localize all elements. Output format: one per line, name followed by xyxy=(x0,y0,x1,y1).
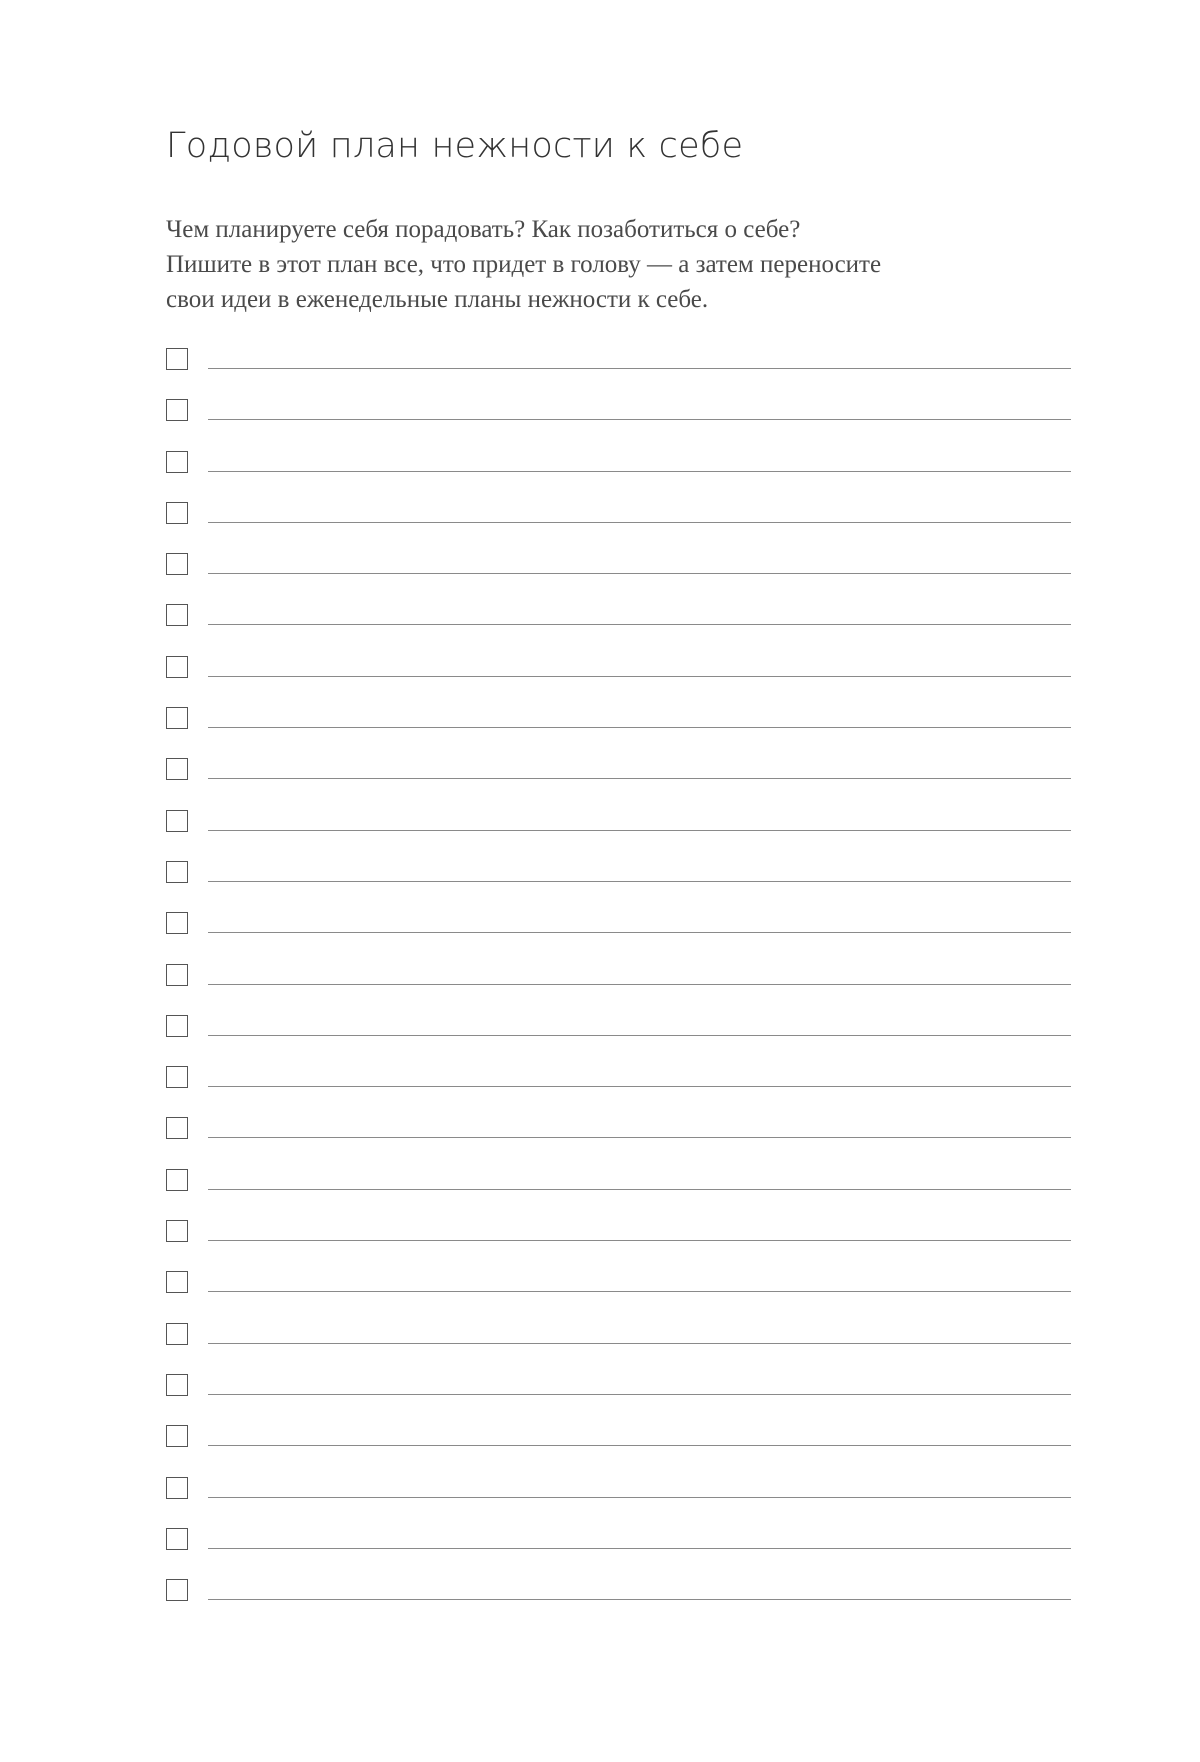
checklist-row xyxy=(166,399,1071,450)
checklist-row xyxy=(166,1117,1071,1168)
checkbox[interactable] xyxy=(166,758,188,780)
checklist-row xyxy=(166,656,1071,707)
checkbox[interactable] xyxy=(166,604,188,626)
checklist-row xyxy=(166,1015,1071,1066)
checkbox[interactable] xyxy=(166,1579,188,1601)
intro-line: Пишите в этот план все, что придет в голову — а затем переносите xyxy=(166,251,882,278)
writing-line[interactable] xyxy=(208,1497,1071,1498)
intro-line: свои идеи в еженедельные планы нежности к себе. xyxy=(166,286,709,313)
writing-line[interactable] xyxy=(208,471,1071,472)
checklist-row xyxy=(166,1425,1071,1476)
checklist-row xyxy=(166,1323,1071,1374)
checklist-row xyxy=(166,1528,1071,1579)
writing-line[interactable] xyxy=(208,881,1071,882)
writing-line[interactable] xyxy=(208,1599,1071,1600)
checkbox[interactable] xyxy=(166,1528,188,1550)
checklist-row xyxy=(166,810,1071,861)
checklist-row xyxy=(166,502,1071,553)
checkbox[interactable] xyxy=(166,553,188,575)
writing-line[interactable] xyxy=(208,1137,1071,1138)
checkbox[interactable] xyxy=(166,1015,188,1037)
checkbox[interactable] xyxy=(166,1117,188,1139)
writing-line[interactable] xyxy=(208,522,1071,523)
checklist-row xyxy=(166,604,1071,655)
checkbox[interactable] xyxy=(166,1477,188,1499)
checkbox[interactable] xyxy=(166,1374,188,1396)
checkbox[interactable] xyxy=(166,348,188,370)
checkbox[interactable] xyxy=(166,1425,188,1447)
checkbox[interactable] xyxy=(166,1169,188,1191)
writing-line[interactable] xyxy=(208,984,1071,985)
checklist-row xyxy=(166,1220,1071,1271)
checklist-row xyxy=(166,861,1071,912)
writing-line[interactable] xyxy=(208,1548,1071,1549)
writing-line[interactable] xyxy=(208,1240,1071,1241)
checklist-row xyxy=(166,1477,1071,1528)
checklist-row xyxy=(166,758,1071,809)
checklist-row xyxy=(166,1066,1071,1117)
checklist-row xyxy=(166,912,1071,963)
writing-line[interactable] xyxy=(208,1291,1071,1292)
checkbox[interactable] xyxy=(166,656,188,678)
writing-line[interactable] xyxy=(208,1086,1071,1087)
checkbox[interactable] xyxy=(166,1066,188,1088)
checkbox[interactable] xyxy=(166,810,188,832)
page-title: Годовой план нежности к себе xyxy=(166,126,744,166)
intro-text xyxy=(166,212,1066,317)
writing-line[interactable] xyxy=(208,1343,1071,1344)
writing-line[interactable] xyxy=(208,419,1071,420)
checkbox[interactable] xyxy=(166,1220,188,1242)
writing-line[interactable] xyxy=(208,932,1071,933)
checklist-row xyxy=(166,1579,1071,1630)
checkbox[interactable] xyxy=(166,1271,188,1293)
writing-line[interactable] xyxy=(208,830,1071,831)
checkbox[interactable] xyxy=(166,399,188,421)
checklist-row xyxy=(166,553,1071,604)
checklist-row xyxy=(166,1271,1071,1322)
checkbox[interactable] xyxy=(166,451,188,473)
writing-line[interactable] xyxy=(208,573,1071,574)
writing-line[interactable] xyxy=(208,1394,1071,1395)
writing-line[interactable] xyxy=(208,676,1071,677)
writing-line[interactable] xyxy=(208,368,1071,369)
writing-line[interactable] xyxy=(208,624,1071,625)
checklist xyxy=(166,348,1071,1630)
writing-line[interactable] xyxy=(208,1035,1071,1036)
writing-line[interactable] xyxy=(208,727,1071,728)
checklist-row xyxy=(166,707,1071,758)
writing-line[interactable] xyxy=(208,1445,1071,1446)
checkbox[interactable] xyxy=(166,1323,188,1345)
checkbox[interactable] xyxy=(166,707,188,729)
writing-line[interactable] xyxy=(208,1189,1071,1190)
checklist-row xyxy=(166,451,1071,502)
checkbox[interactable] xyxy=(166,861,188,883)
intro-line: Чем планируете себя порадовать? Как позаботиться о себе? xyxy=(166,216,801,243)
checklist-row xyxy=(166,1169,1071,1220)
checklist-row xyxy=(166,1374,1071,1425)
checkbox[interactable] xyxy=(166,964,188,986)
checkbox[interactable] xyxy=(166,912,188,934)
checklist-row xyxy=(166,964,1071,1015)
checklist-row xyxy=(166,348,1071,399)
checkbox[interactable] xyxy=(166,502,188,524)
writing-line[interactable] xyxy=(208,778,1071,779)
